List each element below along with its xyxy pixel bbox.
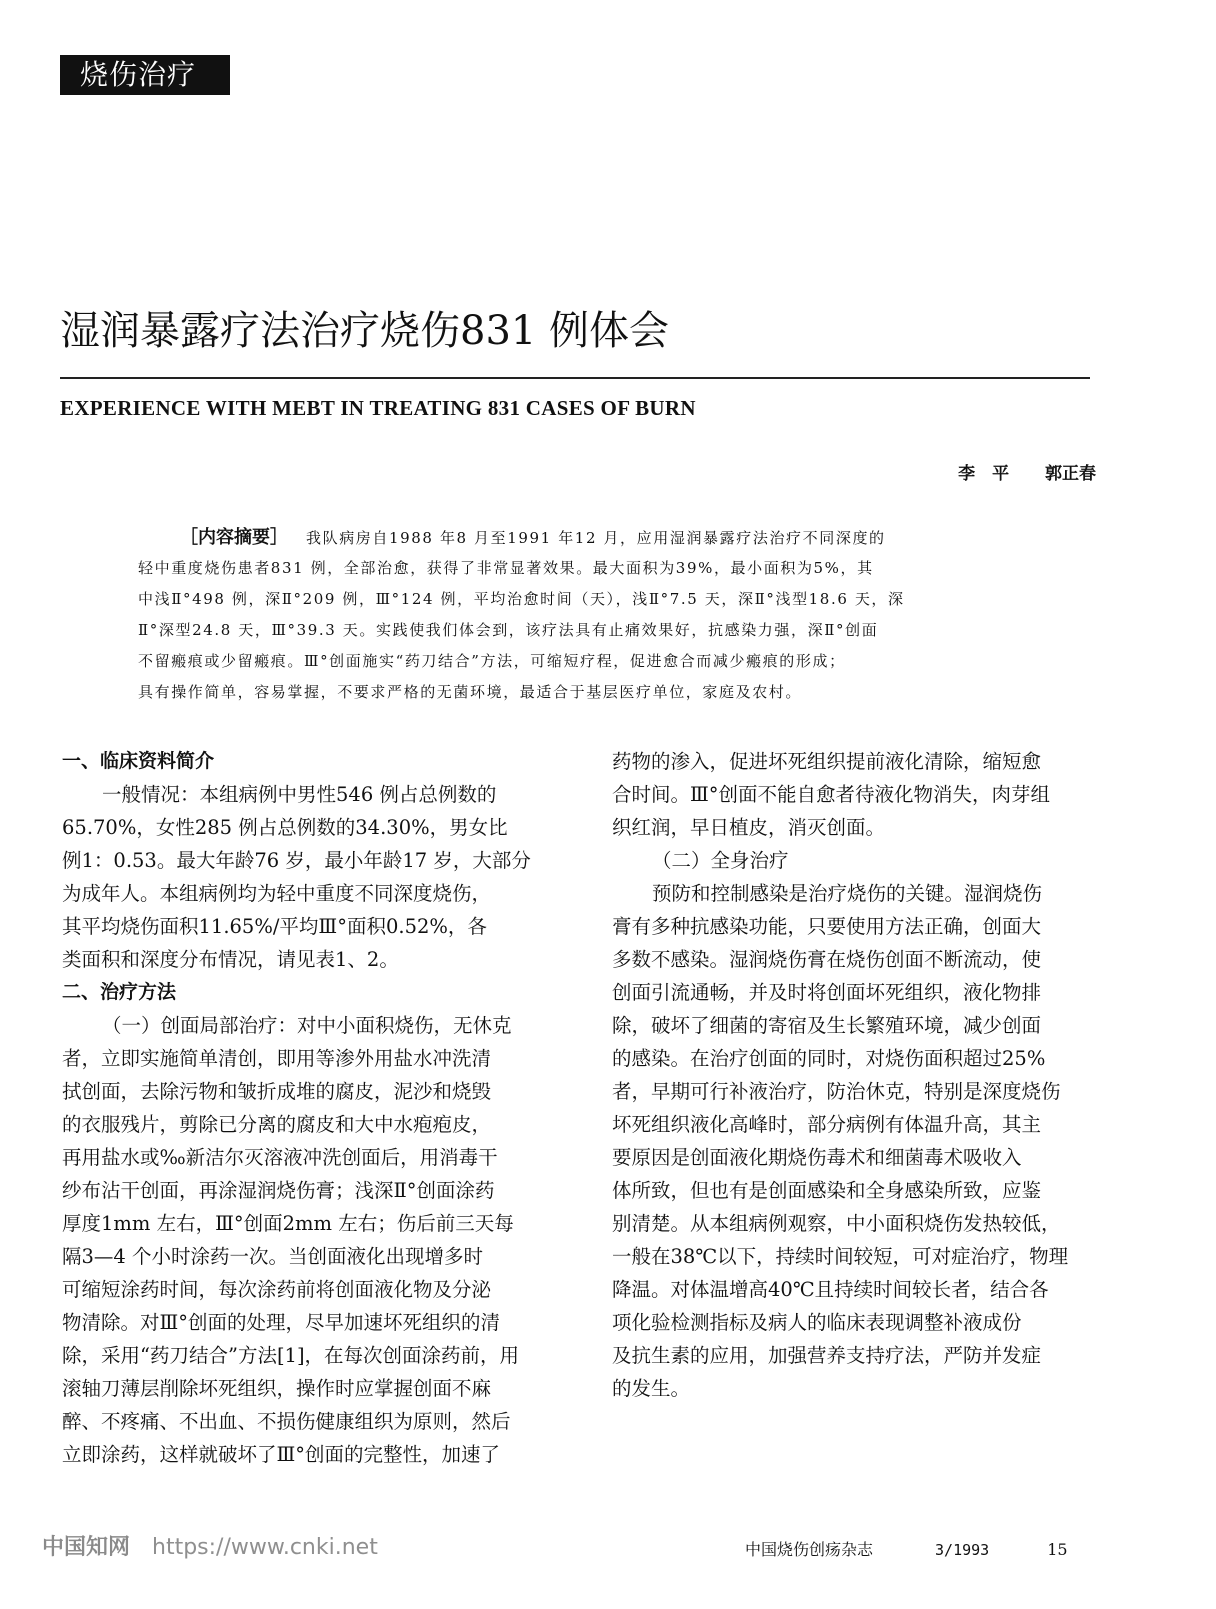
section-heading: 一、临床资料简介 — [62, 750, 215, 772]
cnki-watermark — [42, 1533, 378, 1563]
body-line: 体所致，但也有是创面感染和全身感染所致，应鉴 — [612, 1179, 1042, 1202]
body-column-right — [612, 745, 1102, 1405]
body-line: 隔3—4 个小时涂药一次。当创面液化出现增多时 — [62, 1245, 484, 1268]
cnki-logo: 中国知网 — [42, 1535, 131, 1560]
body-line: 要原因是创面液化期烧伤毒术和细菌毒术吸收入 — [612, 1146, 1022, 1169]
body-line: 除，破坏了细菌的寄宿及生长繁殖环境，减少创面 — [612, 1014, 1042, 1037]
body-line: 再用盐水或‰新洁尔灭溶液冲洗创面后，用消毒干 — [62, 1146, 498, 1169]
body-line: 厚度1mm 左右，Ⅲ°创面2mm 左右；伤后前三天每 — [62, 1212, 514, 1235]
body-line: 者，立即实施简单清创，即用等渗外用盐水冲洗清 — [62, 1047, 492, 1070]
abstract-line: 中浅Ⅱ°498 例，深Ⅱ°209 例，Ⅲ°124 例，平均治愈时间（天），浅Ⅱ°7.5 天，深Ⅱ°浅型18.6 天，深 — [138, 590, 905, 608]
body-line: 一般在38℃以下，持续时间较短，可对症治疗，物理 — [612, 1245, 1069, 1268]
body-line: 项化验检测指标及病人的临床表现调整补液成份 — [612, 1311, 1022, 1334]
abstract-label: ［内容摘要］ — [180, 527, 288, 548]
article-title-zh: 湿润暴露疗法治疗烧伤831 例体会 — [60, 308, 670, 354]
body-line: 创面引流通畅，并及时将创面坏死组织，液化物排 — [612, 981, 1042, 1004]
body-line: 物清除。对Ⅲ°创面的处理，尽早加速坏死组织的清 — [62, 1311, 501, 1334]
section-tag: 烧伤治疗 — [60, 55, 230, 95]
section-heading: 二、治疗方法 — [62, 981, 177, 1003]
abstract-line — [138, 522, 1028, 553]
abstract-line: 具有操作简单，容易掌握，不要求严格的无菌环境，最适合于基层医疗单位，家庭及农村。 — [138, 683, 803, 701]
body-line: 的发生。 — [612, 1377, 691, 1400]
page-number: 15 — [1047, 1540, 1068, 1559]
body-line: 的感染。在治疗创面的同时，对烧伤面积超过25% — [612, 1047, 1046, 1070]
article-title-en: EXPERIENCE WITH MEBT IN TREATING 831 CASES OF BURN — [60, 396, 696, 420]
abstract-line: Ⅱ°深型24.8 天，Ⅲ°39.3 天。实践使我们体会到，该疗法具有止痛效果好，抗感染力强，深Ⅱ°创面 — [138, 621, 879, 639]
body-line: 坏死组织液化高峰时，部分病例有体温升高，其主 — [612, 1113, 1042, 1136]
body-line: 一般情况：本组病例中男性546 例占总例数的 — [102, 783, 497, 806]
authors — [928, 462, 1096, 486]
body-line: 多数不感染。湿润烧伤膏在烧伤创面不断流动，使 — [612, 948, 1042, 971]
body-line: 类面积和深度分布情况，请见表1、2。 — [62, 948, 399, 971]
body-line: 药物的渗入，促进坏死组织提前液化清除，缩短愈 — [612, 750, 1042, 773]
cnki-url[interactable]: https://www.cnki.net — [152, 1535, 378, 1560]
subsection-heading: （二）全身治疗 — [652, 849, 789, 872]
body-line: 为成年人。本组病例均为轻中重度不同深度烧伤， — [62, 882, 492, 905]
body-line: 预防和控制感染是治疗烧伤的关键。湿润烧伤 — [652, 882, 1043, 905]
body-line: 例1：0.53。最大年龄76 岁，最小年龄17 岁，大部分 — [62, 849, 531, 872]
body-line: 拭创面，去除污物和皱折成堆的腐皮，泥沙和烧毁 — [62, 1080, 492, 1103]
abstract — [138, 522, 1028, 708]
author-1: 李 平 — [958, 464, 1010, 484]
journal-footer — [745, 1538, 1068, 1562]
body-line: 可缩短涂药时间，每次涂药前将创面液化物及分泌 — [62, 1278, 492, 1301]
abstract-line: 不留瘢痕或少留瘢痕。Ⅲ°创面施实“药刀结合”方法，可缩短疗程，促进愈合而减少瘢痕的形成； — [138, 652, 846, 670]
body-line: 膏有多种抗感染功能，只要使用方法正确，创面大 — [612, 915, 1042, 938]
body-line: 65.70%，女性285 例占总例数的34.30%，男女比 — [62, 816, 508, 839]
body-line: 滚轴刀薄层削除坏死组织，操作时应掌握创面不麻 — [62, 1377, 492, 1400]
abstract-line: 轻中重度烧伤患者831 例，全部治愈，获得了非常显著效果。最大面积为39%，最小面积为5%，其 — [138, 559, 874, 577]
body-column-left — [62, 745, 552, 1471]
journal-name: 中国烧伤创疡杂志 — [745, 1540, 874, 1559]
body-line: 除，采用“药刀结合”方法[1]，在每次创面涂药前，用 — [62, 1344, 520, 1367]
journal-issue: 3/1993 — [935, 1541, 990, 1559]
author-2: 郭正春 — [1045, 464, 1096, 484]
body-line: 醉、不疼痛、不出血、不损伤健康组织为原则，然后 — [62, 1410, 511, 1433]
title-divider — [60, 377, 1090, 379]
body-line: 的衣服残片，剪除已分离的腐皮和大中水疱疱皮， — [62, 1113, 492, 1136]
body-line: 别清楚。从本组病例观察，中小面积烧伤发热较低， — [612, 1212, 1061, 1235]
abstract-text: 我队病房自1988 年8 月至1991 年12 月，应用湿润暴露疗法治疗不同深度的 — [306, 529, 886, 547]
body-line: 及抗生素的应用，加强营养支持疗法，严防并发症 — [612, 1344, 1042, 1367]
body-line: 合时间。Ⅲ°创面不能自愈者待液化物消失，肉芽组 — [612, 783, 1051, 806]
body-line: 其平均烧伤面积11.65%/平均Ⅲ°面积0.52%，各 — [62, 915, 487, 938]
body-line: 纱布沾干创面，再涂湿润烧伤膏；浅深Ⅱ°创面涂药 — [62, 1179, 495, 1202]
body-line: （一）创面局部治疗：对中小面积烧伤，无休克 — [102, 1014, 512, 1037]
body-line: 立即涂药，这样就破坏了Ⅲ°创面的完整性，加速了 — [62, 1443, 501, 1466]
body-line: 者，早期可行补液治疗，防治休克，特别是深度烧伤 — [612, 1080, 1061, 1103]
body-line: 降温。对体温增高40℃且持续时间较长者，结合各 — [612, 1278, 1049, 1301]
body-line: 织红润，早日植皮，消灭创面。 — [612, 816, 886, 839]
